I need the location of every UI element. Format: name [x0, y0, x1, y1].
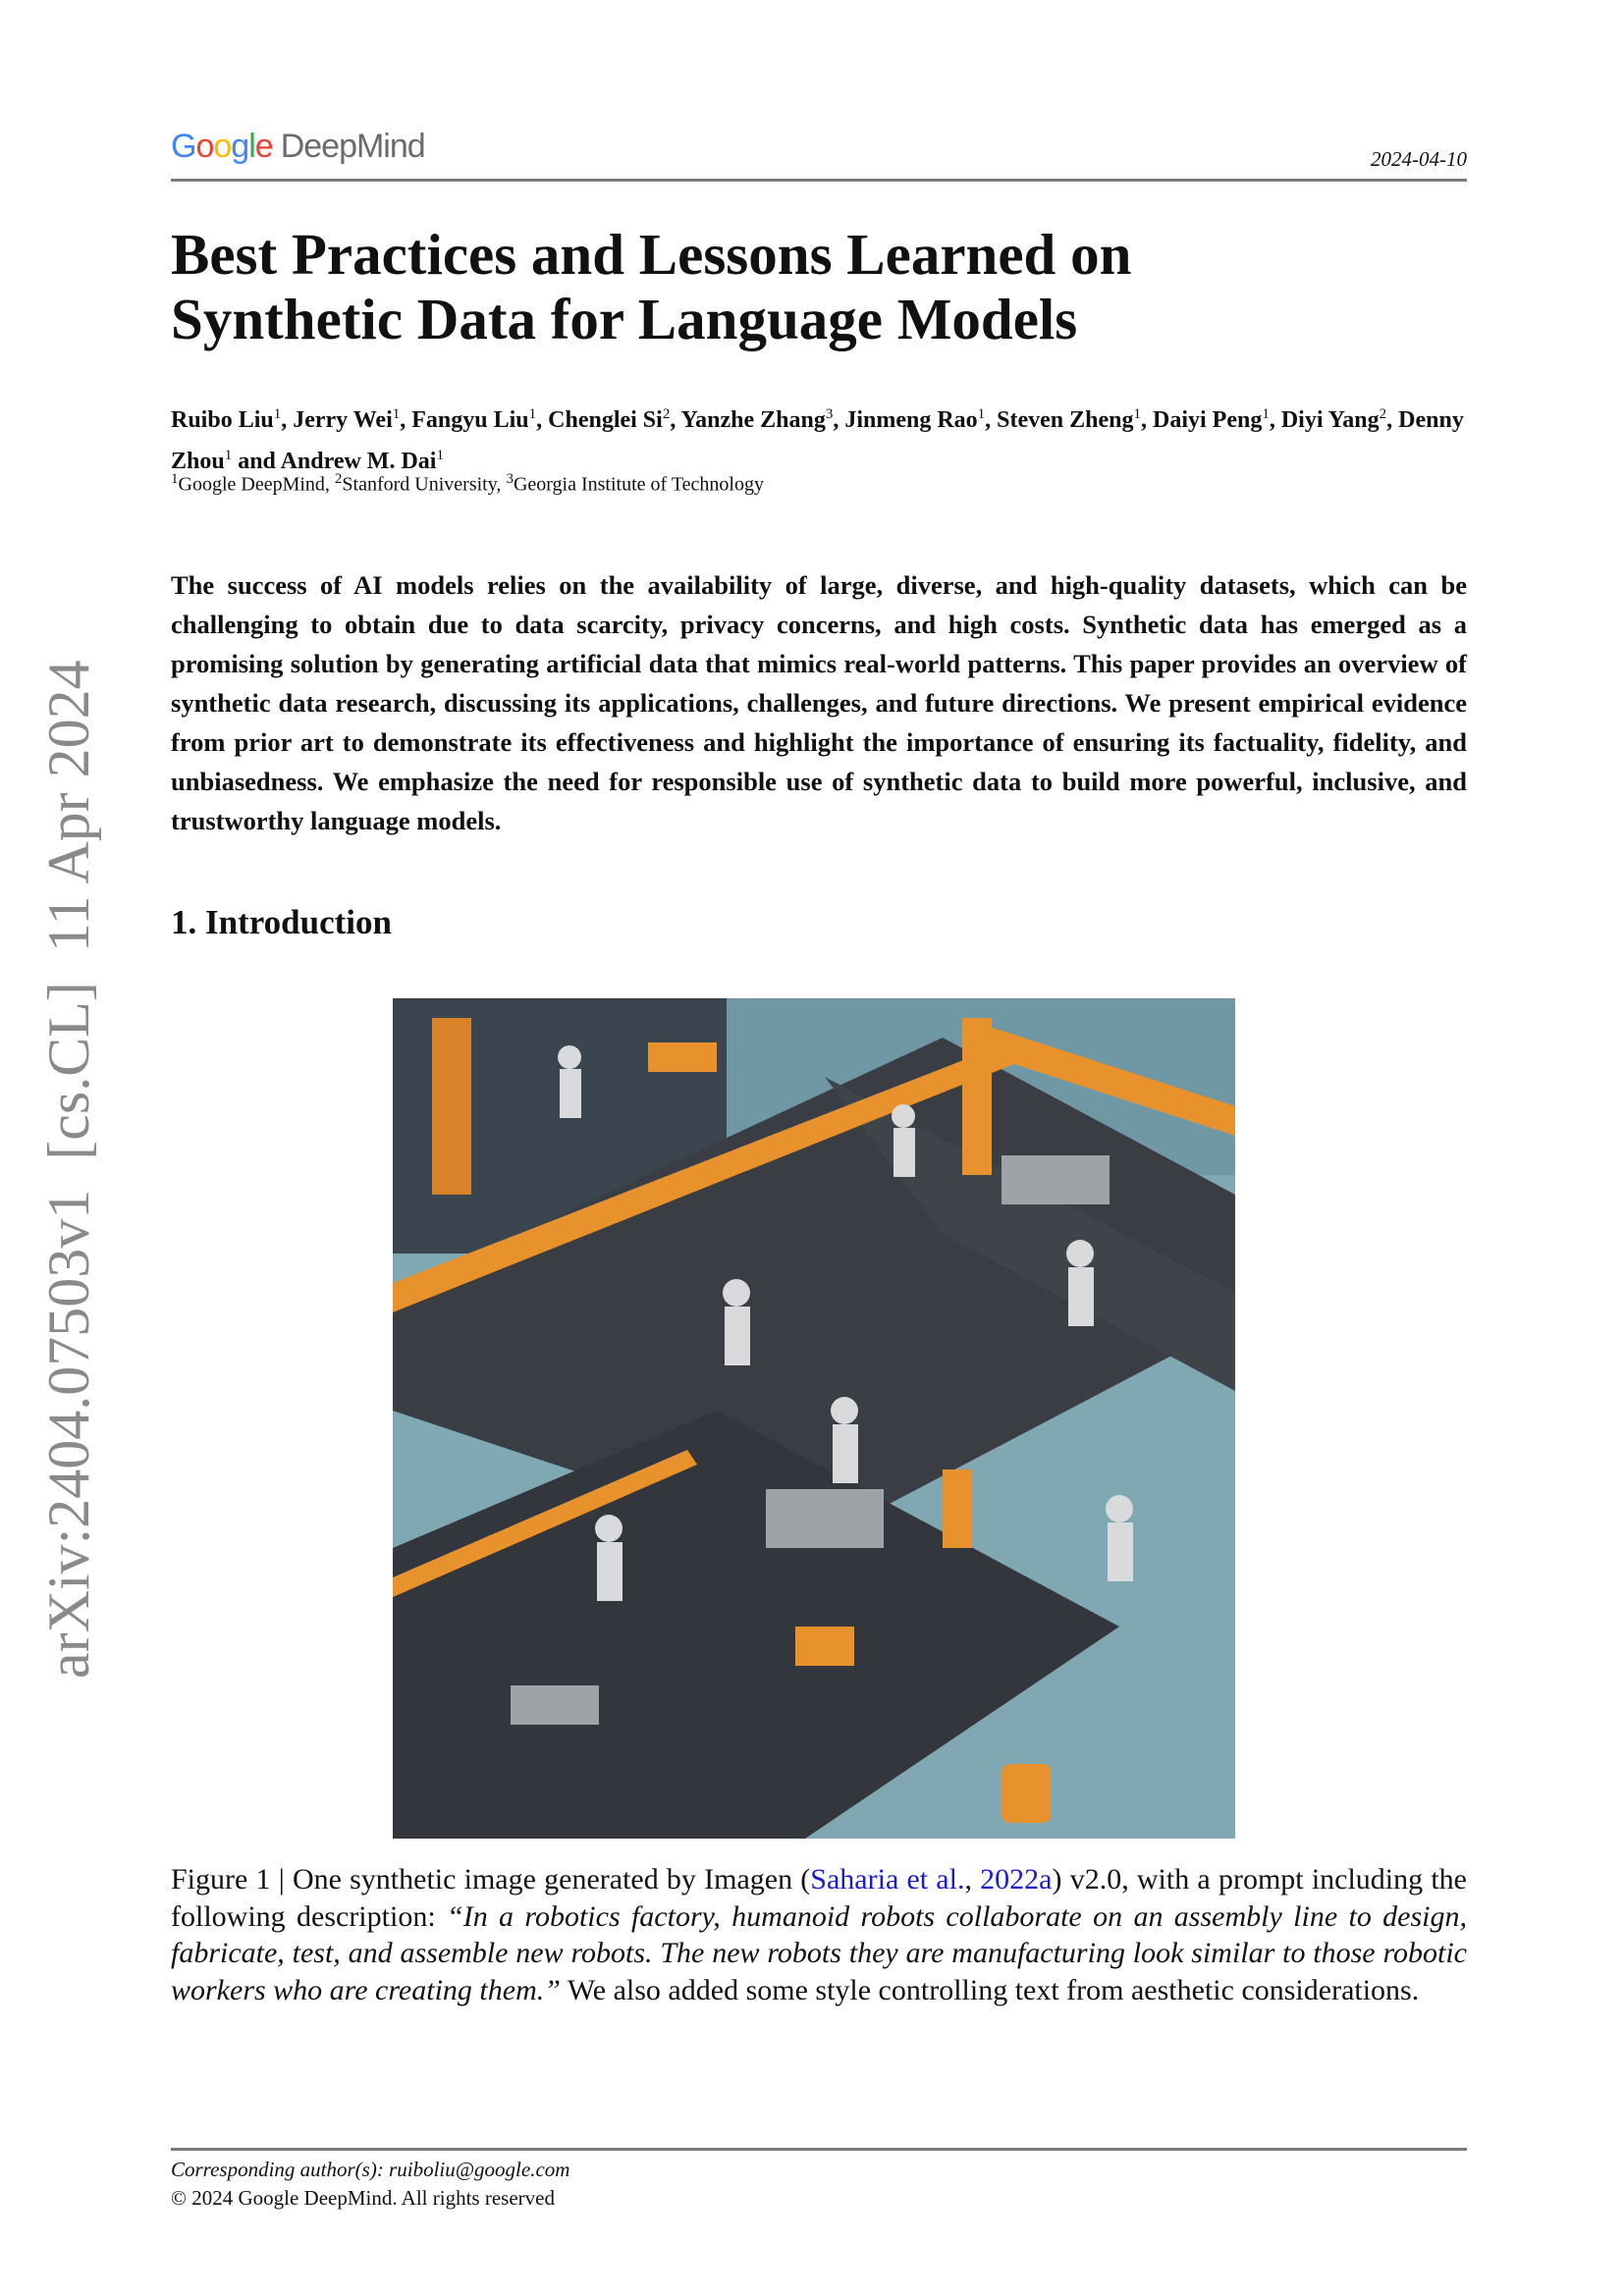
google-deepmind-logo — [171, 128, 425, 166]
footer-divider — [171, 2148, 1467, 2151]
affiliation-name: Stanford University, — [342, 473, 507, 496]
logo-letter: o — [195, 128, 214, 165]
header-divider — [171, 179, 1467, 182]
author-name: Chenglei Si — [548, 407, 663, 433]
paper-date: 2024-04-10 — [1371, 147, 1467, 171]
citation-link-authors[interactable]: Saharia et al. — [810, 1863, 965, 1896]
affiliation-number: 1 — [171, 471, 179, 487]
affiliation-name: Google DeepMind, — [178, 473, 335, 496]
caption-text: Figure 1 | One synthetic image generated by Imagen ( — [171, 1863, 811, 1896]
logo-letter: g — [231, 128, 249, 165]
author-name: Yanzhe Zhang — [680, 407, 826, 433]
affiliation-number: 2 — [334, 471, 343, 487]
author-affiliation-mark: 2 — [662, 406, 671, 422]
author-separator: , — [1386, 407, 1399, 433]
logo-letter: G — [171, 128, 196, 165]
figure-caption — [171, 1861, 1467, 2009]
caption-text: , — [964, 1863, 981, 1896]
author-name: Fangyu Liu — [411, 407, 529, 433]
author-name: Denny Zhou — [171, 407, 1464, 474]
author-affiliation-mark: 2 — [1379, 406, 1387, 422]
author-separator: , — [1269, 407, 1281, 433]
logo-deepmind: DeepMind — [280, 128, 425, 165]
affiliation-number: 3 — [506, 471, 514, 487]
author-affiliation-mark: 1 — [977, 406, 986, 422]
affiliations — [171, 471, 764, 497]
author-affiliation-mark: 1 — [528, 406, 537, 422]
author-separator: , — [281, 407, 294, 433]
title-line: Synthetic Data for Language Models — [171, 287, 1078, 351]
author-separator: , — [400, 407, 412, 433]
paper-title — [171, 222, 1467, 351]
image-robot-arm — [432, 1018, 471, 1195]
author-separator: and — [232, 449, 281, 474]
author-name: Ruibo Liu — [171, 407, 274, 433]
logo-letter: l — [248, 128, 255, 165]
author-separator: , — [670, 407, 681, 433]
author-separator: , — [985, 407, 998, 433]
author-affiliation-mark: 1 — [392, 406, 401, 422]
arxiv-identifier[interactable]: arXiv:2404.07503v1 [cs.CL] 11 Apr 2024 — [36, 660, 101, 1679]
section-heading-introduction: 1. Introduction — [171, 903, 392, 941]
caption-text: ) v2.0, with a prompt including the following description: — [171, 1863, 1467, 1933]
caption-prompt-quote: “In a robotics factory, humanoid robots collaborate on an assembly line to design, fabricate, test, and assemble new robots. The new robots they are manufacturing look similar to those robotic workers who are creating them.” — [171, 1899, 1467, 2007]
author-separator: , — [1141, 407, 1154, 433]
citation-link-year[interactable]: 2022a — [980, 1863, 1053, 1896]
author-name: Jerry Wei — [293, 407, 393, 433]
author-affiliation-mark: 1 — [273, 406, 282, 422]
corresponding-author: Corresponding author(s): ruiboliu@google.com — [171, 2158, 570, 2181]
author-list — [171, 397, 1467, 479]
logo-letter: e — [254, 128, 273, 165]
author-separator: , — [536, 407, 549, 433]
figure-robotics-factory-image — [393, 998, 1235, 1839]
author-name: Steven Zheng — [997, 407, 1134, 433]
author-affiliation-mark: 1 — [1133, 406, 1142, 422]
copyright: © 2024 Google DeepMind. All rights reserved — [171, 2186, 555, 2210]
author-affiliation-mark: 1 — [1262, 406, 1270, 422]
author-affiliation-mark: 1 — [224, 448, 233, 463]
author-name: Andrew M. Dai — [280, 449, 437, 474]
author-name: Jinmeng Rao — [844, 407, 978, 433]
abstract: The success of AI models relies on the availability of large, diverse, and high-quality datasets, which can be challenging to obtain due to data scarcity, privacy concerns, and high costs. Synthetic data has emerged as a promising solution by generating artificial data that mimics real-world patterns. This paper provides an overview of synthetic data research, discussing its applications, challenges, and future directions. We present empirical evidence from prior art to demonstrate its effectiveness and highlight the importance of ensuring its factuality, fidelity, and unbiasedness. We emphasize the need for responsible use of synthetic data to build more powerful, inclusive, and trustworthy language models. — [171, 570, 1467, 835]
caption-text: We also added some style controlling text from aesthetic considerations. — [560, 1974, 1420, 2007]
author-affiliation-mark: 1 — [436, 448, 444, 463]
logo-letter: o — [213, 128, 232, 165]
affiliation-name: Georgia Institute of Technology — [513, 473, 764, 496]
title-line: Best Practices and Lessons Learned on — [171, 222, 1132, 287]
author-name: Diyi Yang — [1280, 407, 1380, 433]
author-affiliation-mark: 3 — [825, 406, 834, 422]
author-separator: , — [833, 407, 845, 433]
author-name: Daiyi Peng — [1153, 407, 1263, 433]
